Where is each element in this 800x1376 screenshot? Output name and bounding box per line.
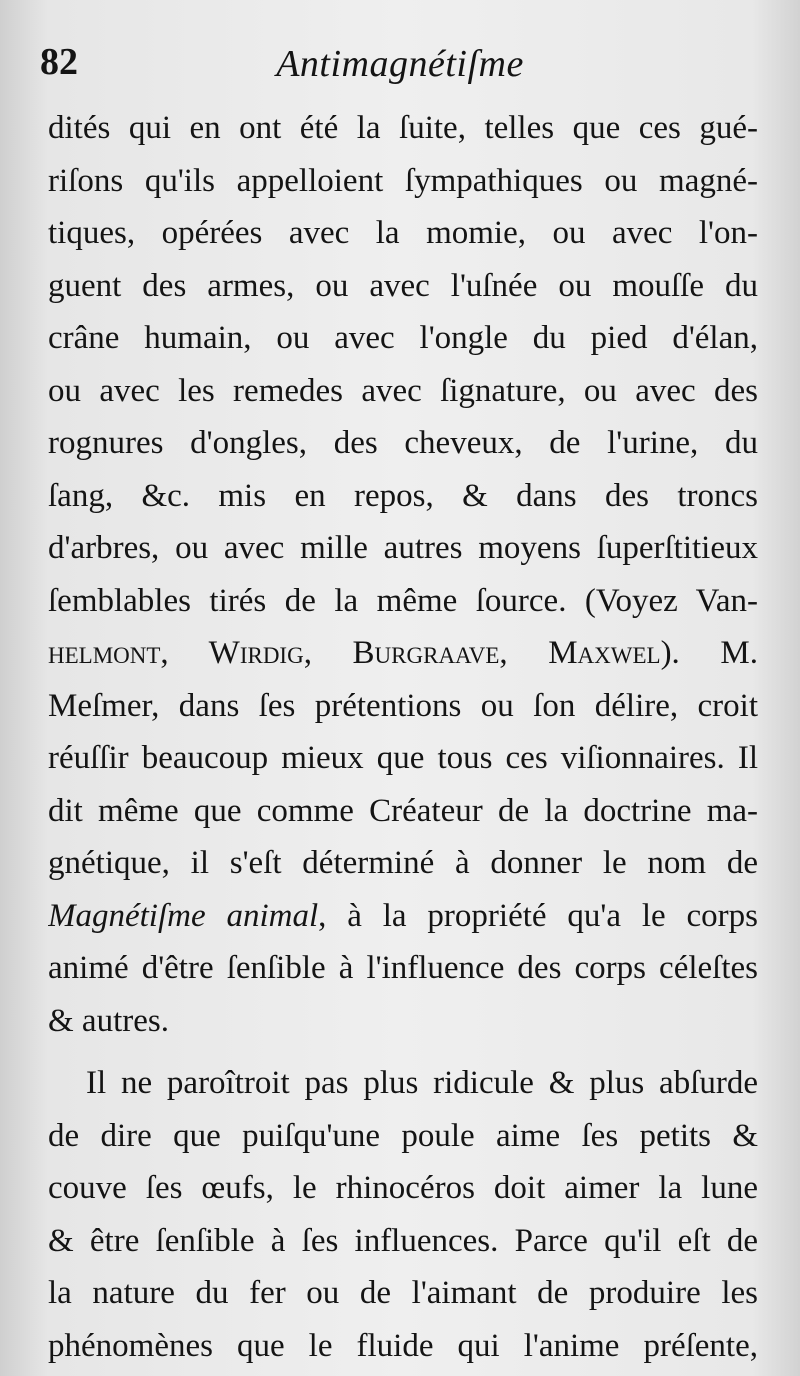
text-line: de dire que puiſqu'une poule aime ſes petits & bbox=[48, 1117, 758, 1154]
text-line: riſons qu'ils appelloient ſympathiques ou magné- bbox=[48, 162, 758, 199]
text-line: ou avec les remedes avec ſignature, ou avec des bbox=[48, 372, 758, 409]
text-line: réuſſir beaucoup mieux que tous ces viſionnaires. Il bbox=[48, 740, 758, 776]
text-line-authors: helmont, Wirdig, Burgraave, Maxwel). M. bbox=[48, 635, 758, 671]
body-text bbox=[48, 102, 758, 1372]
italic-term: Magnétiſme animal bbox=[48, 897, 319, 934]
text-line: ſemblables tirés de la même ſource. (Voyez Van- bbox=[48, 582, 758, 619]
text-line: Meſmer, dans ſes prétentions ou ſon délire, croit bbox=[48, 687, 758, 724]
text-line: phénomènes que le fluide qui l'anime préſente, bbox=[48, 1327, 758, 1364]
running-head bbox=[40, 40, 760, 90]
text-line bbox=[48, 890, 758, 943]
text-line: d'arbres, ou avec mille autres moyens ſuperſtitieux bbox=[48, 530, 758, 566]
running-title: Antimagnétiſme bbox=[276, 43, 524, 85]
paragraph-1 bbox=[48, 102, 758, 1047]
text-line: couve ſes œufs, le rhinocéros doit aimer la lune bbox=[48, 1170, 758, 1206]
paragraph-2 bbox=[48, 1057, 758, 1372]
text-line: & autres. bbox=[48, 1002, 169, 1039]
page-number: 82 bbox=[40, 41, 78, 83]
text-line: guent des armes, ou avec l'uſnée ou mouſſe du bbox=[48, 267, 758, 304]
text-line: gnétique, il s'eſt déterminé à donner le nom de bbox=[48, 845, 758, 881]
text-line: crâne humain, ou avec l'ongle du pied d'élan, bbox=[48, 320, 758, 356]
text-line: rognures d'ongles, des cheveux, de l'urine, du bbox=[48, 425, 758, 461]
text-line: ſang, &c. mis en repos, & dans des troncs bbox=[48, 477, 758, 514]
text-line-rest: , à la propriété qu'a le corps bbox=[318, 897, 758, 934]
text-line: & être ſenſible à ſes influences. Parce qu'il eſt de bbox=[48, 1222, 758, 1259]
text-line: animé d'être ſenſible à l'influence des corps céleſtes bbox=[48, 950, 758, 986]
text-line: Il ne paroîtroit pas plus ridicule & plus abſurde bbox=[86, 1065, 758, 1101]
text-line: dit même que comme Créateur de la doctrine ma- bbox=[48, 792, 758, 829]
text-line: tiques, opérées avec la momie, ou avec l'on- bbox=[48, 215, 758, 251]
text-line: dités qui en ont été la ſuite, telles que ces gué- bbox=[48, 110, 758, 146]
text-line: la nature du fer ou de l'aimant de produire les bbox=[48, 1275, 758, 1311]
